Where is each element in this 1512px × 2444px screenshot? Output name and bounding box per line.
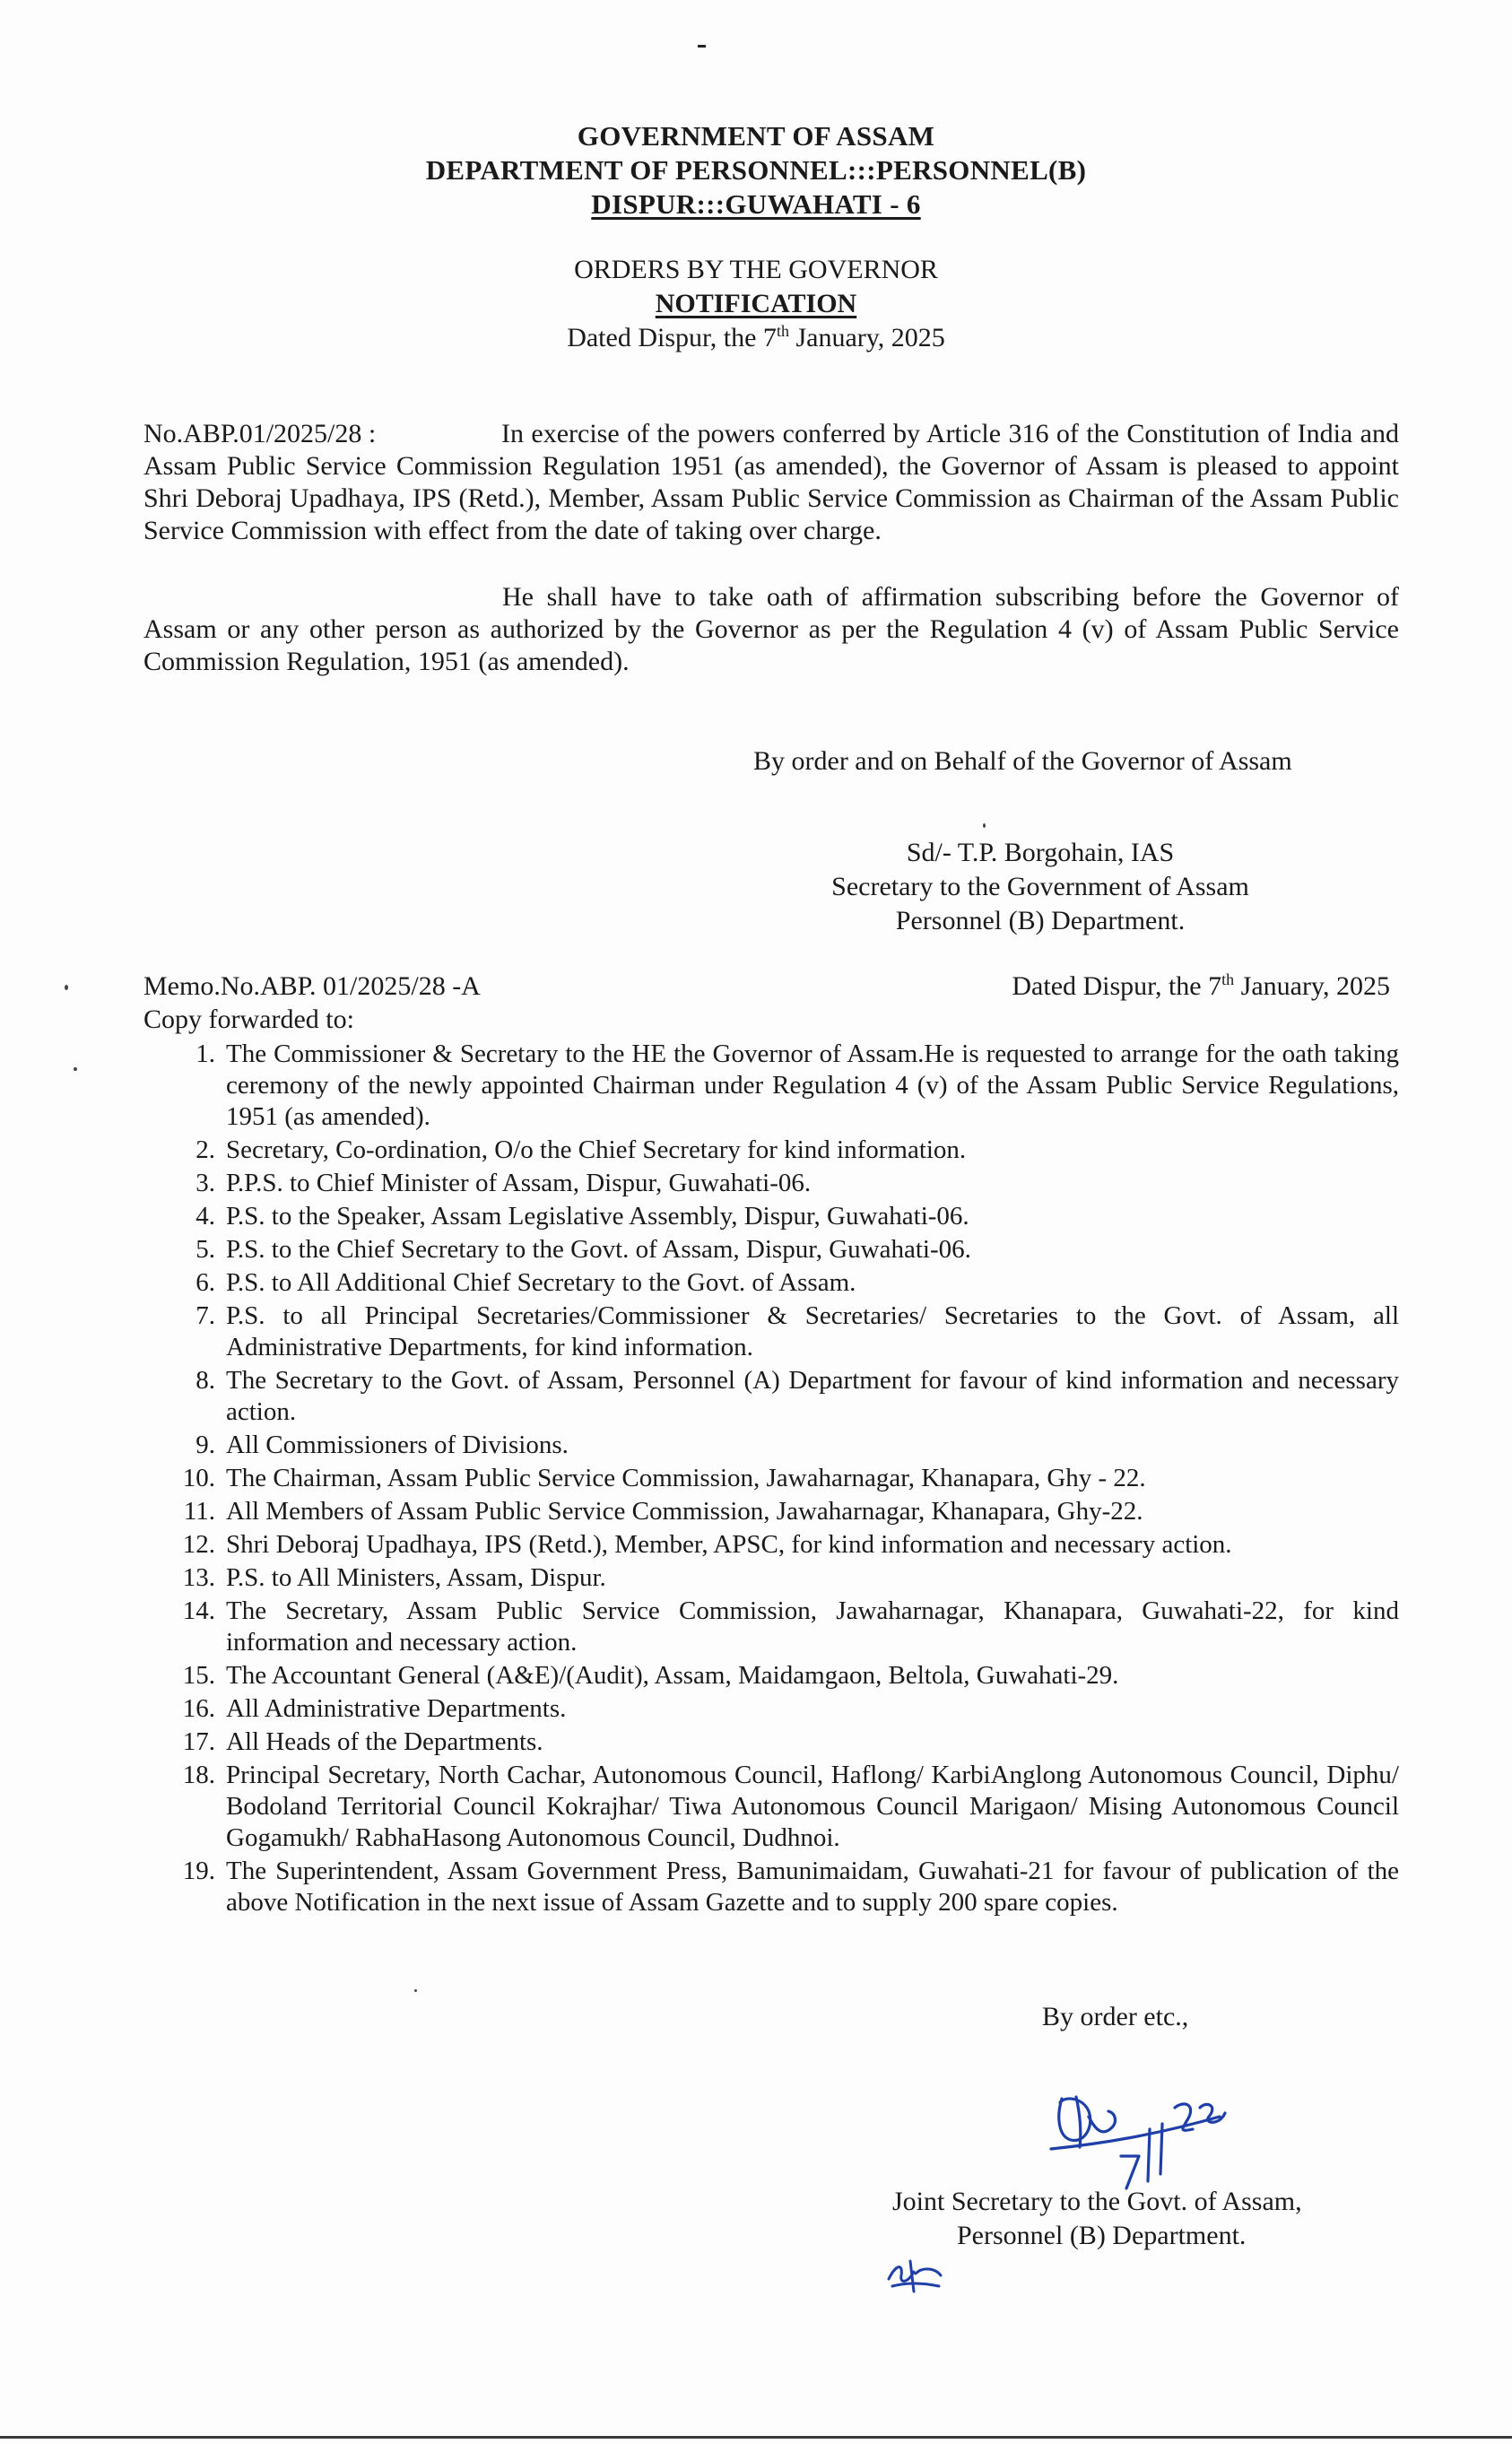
copy-list-item-number: 13. [182, 1563, 215, 1592]
joint-secretary-block [892, 2185, 1302, 2253]
paragraph-1-text: In exercise of the powers conferred by Article 316 of the Constitution of India and Assam Public Service Commission Regulation 1951 (as amended), the Governor of Assam is pleased to appoint Shri Deboraj Upadhaya, IPS (Retd.), Member, Assam Public Service Commission as Chairman of the Assam Public Service Commission with effect from the date of taking over charge. [143, 419, 1399, 545]
copy-list-item [170, 1135, 1399, 1166]
copy-list-item-number: 18. [182, 1761, 215, 1789]
copy-list-item [170, 1168, 1399, 1199]
copy-list-item-number: 5. [196, 1235, 215, 1264]
copy-list-item-number: 12. [182, 1530, 215, 1559]
scan-bottom-edge [0, 2436, 1512, 2439]
memo-date [1012, 971, 1390, 1002]
copy-list-item-number: 9. [196, 1431, 215, 1459]
copy-list-item-text: All Administrative Departments. [226, 1694, 567, 1723]
copy-list-item [170, 1430, 1399, 1461]
joint-secretary-title: Joint Secretary to the Govt. of Assam, [892, 2187, 1302, 2216]
copy-forwarded-label: Copy forwarded to: [143, 1005, 354, 1034]
copy-list-item-text: The Accountant General (A&E)/(Audit), Assam, Maidamgaon, Beltola, Guwahati-29. [226, 1661, 1119, 1690]
copy-list-item-text: All Members of Assam Public Service Commission, Jawaharnagar, Khanapara, Ghy-22. [226, 1497, 1143, 1526]
scan-speck [414, 1989, 417, 1992]
copy-list-item-text: P.S. to all Principal Secretaries/Commissioner & Secretaries/ Secretaries to the Govt. of Assam, all Administrative Departments, for kind information. [226, 1301, 1399, 1361]
copy-list-item-text: P.S. to All Additional Chief Secretary to the Govt. of Assam. [226, 1268, 856, 1297]
copy-list-item-number: 17. [182, 1727, 215, 1756]
copy-list-item-number: 15. [182, 1661, 215, 1690]
copy-list-item [170, 1760, 1399, 1854]
memo-date-suffix: January, 2025 [1234, 971, 1390, 1001]
notification-title-text: NOTIFICATION [655, 289, 857, 318]
notification-paragraph-2 [143, 581, 1399, 678]
copy-list-item-text: Shri Deboraj Upadhaya, IPS (Retd.), Member, APSC, for kind information and necessary action. [226, 1530, 1232, 1559]
signatory-block [762, 836, 1318, 938]
copy-list-item-number: 3. [196, 1169, 215, 1197]
copy-list-item [170, 1726, 1399, 1758]
copy-list-item [170, 1365, 1399, 1428]
header-government: GOVERNMENT OF ASSAM [577, 120, 935, 152]
header-location-text: DISPUR:::GUWAHATI - 6 [591, 188, 921, 220]
copy-list-item-text: The Secretary to the Govt. of Assam, Personnel (A) Department for favour of kind information and necessary action. [226, 1366, 1399, 1426]
header-department: DEPARTMENT OF PERSONNEL:::PERSONNEL(B) [425, 154, 1087, 186]
scan-mark [698, 45, 706, 48]
copy-list-item [170, 1300, 1399, 1363]
copy-list-item [170, 1234, 1399, 1265]
date-sup: th [776, 322, 789, 340]
notification-number: No.ABP.01/2025/28 : [143, 419, 377, 448]
copy-list-item-number: 7. [196, 1301, 215, 1330]
copy-list-item [170, 1856, 1399, 1918]
handwritten-signature [1049, 2081, 1264, 2197]
copy-list-item [170, 1660, 1399, 1692]
notification-paragraph-1 [143, 418, 1399, 547]
by-order-behalf: By order and on Behalf of the Governor of Assam [753, 746, 1292, 776]
copy-list-item-text: The Secretary, Assam Public Service Commission, Jawaharnagar, Khanapara, Guwahati-22, for kind information and necessary action. [226, 1596, 1399, 1657]
copy-list-item-text: P.S. to the Speaker, Assam Legislative Assembly, Dispur, Guwahati-06. [226, 1202, 969, 1231]
memo-date-prefix: Dated Dispur, the 7 [1012, 971, 1222, 1001]
copy-list-item-number: 4. [196, 1202, 215, 1231]
copy-list-item-text: The Commissioner & Secretary to the HE the Governor of Assam.He is requested to arrange for the oath taking ceremony of the newly appointed Chairman under Regulation 4 (v) of the Assam Public Service Regulations, 1951 (as amended). [226, 1039, 1399, 1131]
by-order-etc: By order etc., [1042, 2002, 1189, 2031]
orders-line: ORDERS BY THE GOVERNOR [574, 255, 938, 284]
copy-list-item [170, 1039, 1399, 1133]
date-prefix: Dated Dispur, the 7 [567, 323, 777, 352]
copy-list-item-text: P.S. to All Ministers, Assam, Dispur. [226, 1563, 606, 1592]
copy-list-item [170, 1693, 1399, 1725]
copy-list-item-number: 2. [196, 1135, 215, 1164]
copy-list-item [170, 1267, 1399, 1299]
copy-forwarded-list [170, 1039, 1399, 1920]
scan-speck [983, 823, 986, 828]
copy-list-item [170, 1596, 1399, 1658]
memo-date-sup: th [1221, 970, 1235, 988]
copy-list-item [170, 1562, 1399, 1594]
copy-list-item [170, 1463, 1399, 1494]
copy-list-item-number: 1. [196, 1039, 215, 1068]
copy-list-item-number: 19. [182, 1857, 215, 1885]
copy-list-item-text: All Commissioners of Divisions. [226, 1431, 569, 1459]
copy-list-item-number: 8. [196, 1366, 215, 1395]
paragraph-2-text: He shall have to take oath of affirmation subscribing before the Governor of Assam or any other person as authorized by the Governor as per the Regulation 4 (v) of Assam Public Service Commission Regulation, 1951 (as amended). [143, 582, 1399, 676]
copy-list-item-text: Secretary, Co-ordination, O/o the Chief Secretary for kind information. [226, 1135, 967, 1164]
copy-list-item [170, 1529, 1399, 1561]
joint-secretary-department: Personnel (B) Department. [957, 2221, 1247, 2250]
signatory-designation: Secretary to the Government of Assam [831, 872, 1249, 901]
copy-list-item-text: Principal Secretary, North Cachar, Autonomous Council, Haflong/ KarbiAnglong Autonomous Council, Diphu/ Bodoland Territorial Council Kokrajhar/ Tiwa Autonomous Council Marigaon/ Mising Autonomous Council Gogamukh/ RabhaHasong Autonomous Council, Dudhnoi. [226, 1761, 1399, 1852]
copy-list-item-text: The Chairman, Assam Public Service Commission, Jawaharnagar, Khanapara, Ghy - 22. [226, 1464, 1146, 1492]
copy-list-item-text: P.P.S. to Chief Minister of Assam, Dispur, Guwahati-06. [226, 1169, 812, 1197]
notification-title [0, 289, 1512, 319]
signatory-department: Personnel (B) Department. [895, 906, 1186, 935]
copy-list-item-number: 16. [182, 1694, 215, 1723]
date-suffix: January, 2025 [788, 323, 945, 352]
copy-list-item-number: 10. [182, 1464, 215, 1492]
scan-speck [74, 1067, 77, 1071]
copy-list-item-text: The Superintendent, Assam Government Press, Bamunimaidam, Guwahati-21 for favour of publication of the above Notification in the next issue of Assam Gazette and to supply 200 spare copies. [226, 1857, 1399, 1917]
copy-list-item [170, 1496, 1399, 1527]
header-location [0, 188, 1512, 221]
copy-list-item-number: 11. [183, 1497, 215, 1526]
scan-speck [65, 985, 68, 990]
copy-list-item-text: All Heads of the Departments. [226, 1727, 543, 1756]
signatory-name: Sd/- T.P. Borgohain, IAS [906, 838, 1175, 867]
copy-list-item-number: 14. [182, 1596, 215, 1625]
notification-date [0, 323, 1512, 353]
copy-list-item-text: P.S. to the Chief Secretary to the Govt. of Assam, Dispur, Guwahati-06. [226, 1235, 971, 1264]
copy-list-item [170, 1201, 1399, 1232]
memo-number: Memo.No.ABP. 01/2025/28 -A [143, 971, 481, 1001]
handwritten-initial [883, 2256, 946, 2296]
copy-list-item-number: 6. [196, 1268, 215, 1297]
